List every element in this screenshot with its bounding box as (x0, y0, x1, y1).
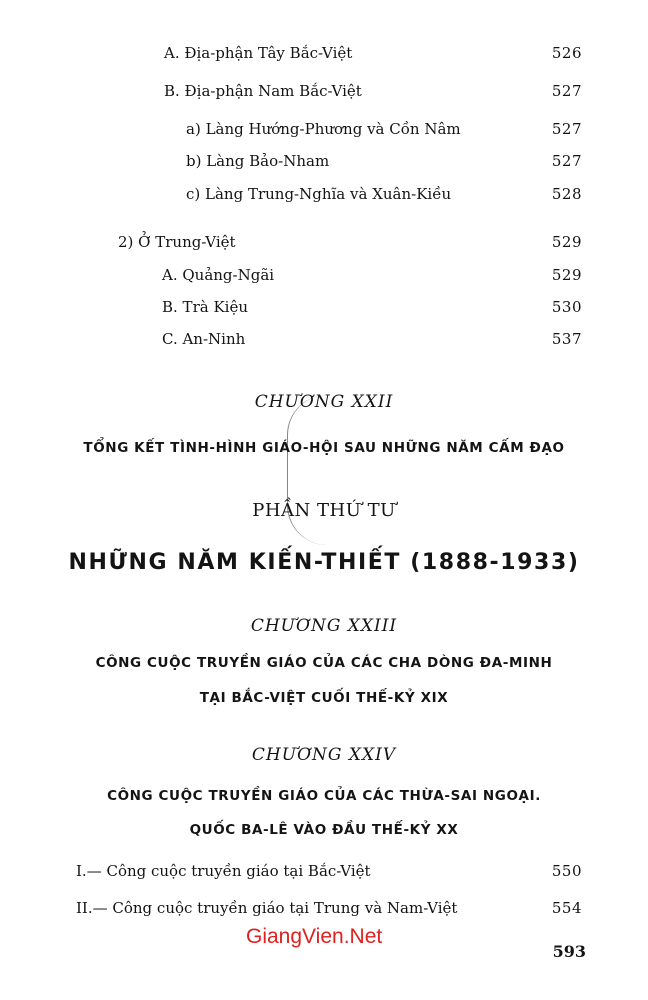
toc-entry-page: 526 (551, 44, 582, 62)
chapter-label: CHƯƠNG XXIV (251, 745, 397, 765)
part-label: PHẦN THỨ TƯ (252, 500, 396, 521)
chapter-title-line: CÔNG CUỘC TRUYỀN GIÁO CỦA CÁC CHA DÒNG ĐA-MINH (95, 655, 553, 671)
toc-entry-label: C. An-Ninh (162, 330, 246, 348)
toc-entry-label: A. Địa-phận Tây Bắc-Việt (164, 44, 353, 62)
chapter-title-line: QUỐC BA-LÊ VÀO ĐẦU THẾ-KỶ XX (189, 822, 459, 838)
toc-entry-page: 529 (551, 266, 582, 284)
toc-entry-page: 527 (551, 82, 582, 100)
toc-entry-page: 530 (551, 298, 582, 316)
toc-entry (164, 44, 582, 70)
toc-entry-label: B. Địa-phận Nam Bắc-Việt (164, 82, 362, 100)
toc-entry-label: a) Làng Hướng-Phương và Cồn Nâm (186, 120, 461, 138)
toc-entry-label: A. Quảng-Ngãi (162, 266, 275, 284)
toc-entry (76, 862, 582, 888)
toc-entry-label: II.— Công cuộc truyền giáo tại Trung và Nam-Việt (76, 899, 458, 917)
toc-entry-page: 529 (551, 233, 582, 251)
toc-entry-page: 554 (551, 899, 582, 917)
chapter-title-line: TẠI BẮC-VIỆT CUỐI THẾ-KỶ XIX (199, 690, 449, 706)
chapter-title: TỔNG KẾT TÌNH-HÌNH GIÁO-HỘI SAU NHỮNG NĂM CẤM ĐẠO (83, 440, 565, 456)
toc-entry (162, 330, 582, 356)
toc-entry (186, 152, 582, 178)
chapter-label: CHƯƠNG XXIII (250, 616, 398, 636)
toc-entry-label: B. Trà Kiệu (162, 298, 248, 316)
toc-entry (162, 298, 582, 324)
chapter-label: CHƯƠNG XXII (254, 392, 394, 412)
toc-entry (186, 185, 582, 211)
toc-entry-label: 2) Ở Trung-Việt (118, 233, 236, 251)
toc-entry (164, 82, 582, 108)
chapter-title-line: CÔNG CUỘC TRUYỀN GIÁO CỦA CÁC THỪA-SAI NGOẠI. (107, 788, 541, 804)
part-title: NHỮNG NĂM KIẾN-THIẾT (1888-1933) (68, 550, 580, 575)
page-number: 593 (552, 942, 586, 961)
toc-entry-page: 537 (551, 330, 582, 348)
toc-entry-page: 528 (551, 185, 582, 203)
toc-entry (186, 120, 582, 146)
toc-entry-page: 527 (551, 152, 582, 170)
toc-entry-label: I.— Công cuộc truyền giáo tại Bắc-Việt (76, 862, 371, 880)
toc-entry-page: 527 (551, 120, 582, 138)
watermark: GiangVien.Net (246, 925, 383, 948)
toc-entry (118, 233, 582, 259)
scan-artifact (287, 395, 328, 545)
toc-entry-label: c) Làng Trung-Nghĩa và Xuân-Kiều (186, 185, 452, 203)
toc-entry-label: b) Làng Bảo-Nham (186, 152, 330, 170)
toc-entry-page: 550 (551, 862, 582, 880)
toc-entry (162, 266, 582, 292)
toc-entry (76, 899, 582, 925)
